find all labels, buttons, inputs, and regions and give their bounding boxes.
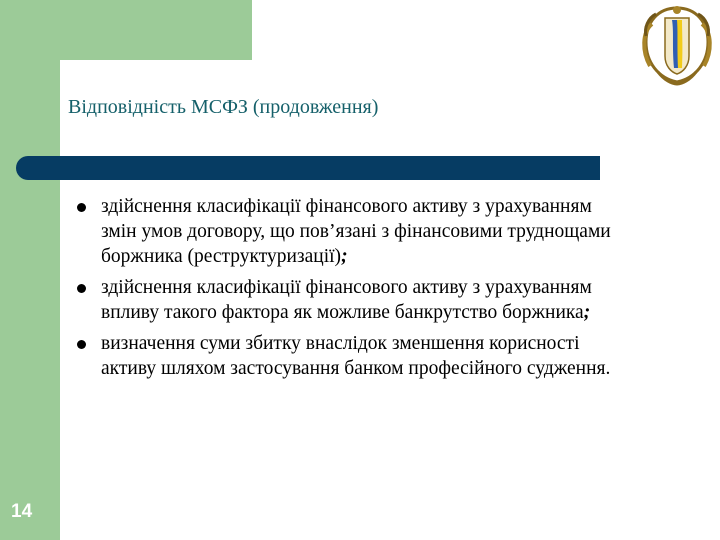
bullet-text: здійснення класифікації фінансового активу з урахуванням впливу такого фактора як можливе банкрутство боржника	[101, 277, 592, 323]
bullet-item	[74, 331, 614, 381]
bullet-dot-icon	[77, 340, 86, 349]
bullet-dot-icon	[77, 284, 86, 293]
slide-title: Відповідність МСФЗ (продовження)	[68, 96, 379, 118]
bullet-punctuation: ;	[583, 302, 591, 323]
slide-number: 14	[11, 501, 33, 522]
title-divider-bar	[16, 156, 600, 180]
bullet-dot-icon	[77, 203, 86, 212]
green-top-panel	[0, 0, 252, 60]
green-side-panel	[0, 0, 60, 540]
bullet-punctuation: ;	[341, 246, 348, 267]
bullet-item	[74, 275, 614, 325]
bank-emblem-icon	[638, 2, 716, 86]
bullet-list	[74, 194, 614, 387]
bullet-text: визначення суми збитку внаслідок зменшення корисності активу шляхом застосування банком професійного судження.	[101, 333, 611, 379]
bullet-text: здійснення класифікації фінансового активу з урахуванням змін умов договору, що пов’язані з фінансовими труднощами боржника (реструктуризації)	[101, 196, 611, 267]
bullet-item	[74, 194, 614, 269]
